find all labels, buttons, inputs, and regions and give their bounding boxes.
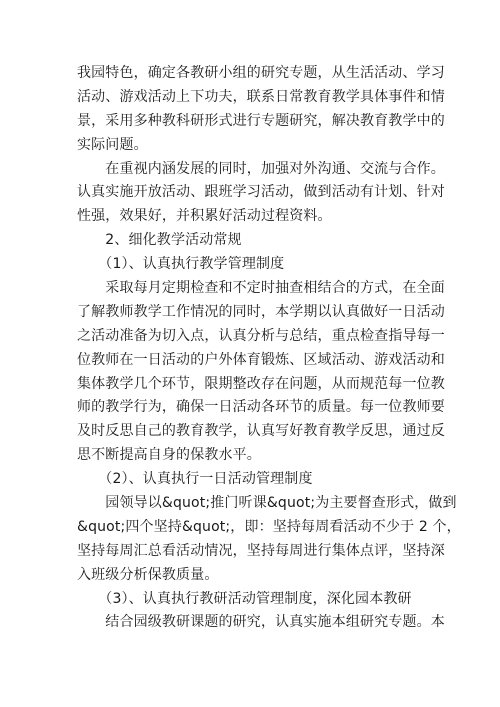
document-body xyxy=(77,62,461,635)
text-line: 位教师在一日活动的户外体育锻炼、区域活动、游戏活动和 xyxy=(77,351,445,368)
text-line: 园领导以&quot;推门听课&quot;为主要督查形式，做到 xyxy=(77,495,457,512)
text-line: 实际问题。 xyxy=(77,136,148,153)
text-line: &quot;四个坚持&quot;，即：坚持每周看活动不少于 2 个， xyxy=(77,518,461,535)
text-line: 师的教学行为，确保一日活动各环节的质量。每一位教师要 xyxy=(77,399,445,416)
section-heading: 2、细化教学活动常规 xyxy=(77,232,242,249)
text-line: 在重视内涵发展的同时，加强对外沟通、交流与合作。 xyxy=(77,160,445,177)
text-line: 坚持每周汇总看活动情况，坚持每周进行集体点评，坚持深 xyxy=(77,542,445,559)
subsection-heading: （3）、认真执行教研活动管理制度，深化园本教研 xyxy=(77,590,412,607)
text-line: 之活动准备为切入点，认真分析与总结，重点检查指导每一 xyxy=(77,327,445,344)
text-line: 景，采用多种教科研形式进行专题研究，解决教育教学中的 xyxy=(77,112,445,129)
text-line: 采取每月定期检查和不定时抽查相结合的方式，在全面 xyxy=(77,280,445,297)
text-line: 了解教师教学工作情况的同时，本学期以认真做好一日活动 xyxy=(77,303,445,320)
text-line: 集体教学几个环节，限期整改存在问题，从而规范每一位教 xyxy=(77,375,445,392)
text-line: 性强，效果好，并积累好活动过程资料。 xyxy=(77,208,332,225)
subsection-heading: （1）、认真执行教学管理制度 xyxy=(77,256,285,273)
text-line: 认真实施开放活动、跟班学习活动，做到活动有计划、针对 xyxy=(77,184,445,201)
text-line: 入班级分析保教质量。 xyxy=(77,566,219,583)
text-line: 及时反思自己的教育教学，认真写好教育教学反思，通过反 xyxy=(77,423,445,440)
text-line: 活动、游戏活动上下功夫，联系日常教育教学具体事件和情 xyxy=(77,88,445,105)
text-line: 结合园级教研课题的研究，认真实施本组研究专题。本 xyxy=(77,614,445,631)
text-line: 思不断提高自身的保教水平。 xyxy=(77,447,261,464)
subsection-heading: （2）、认真执行一日活动管理制度 xyxy=(77,471,313,488)
text-line: 我园特色，确定各教研小组的研究专题，从生活活动、学习 xyxy=(77,65,445,81)
